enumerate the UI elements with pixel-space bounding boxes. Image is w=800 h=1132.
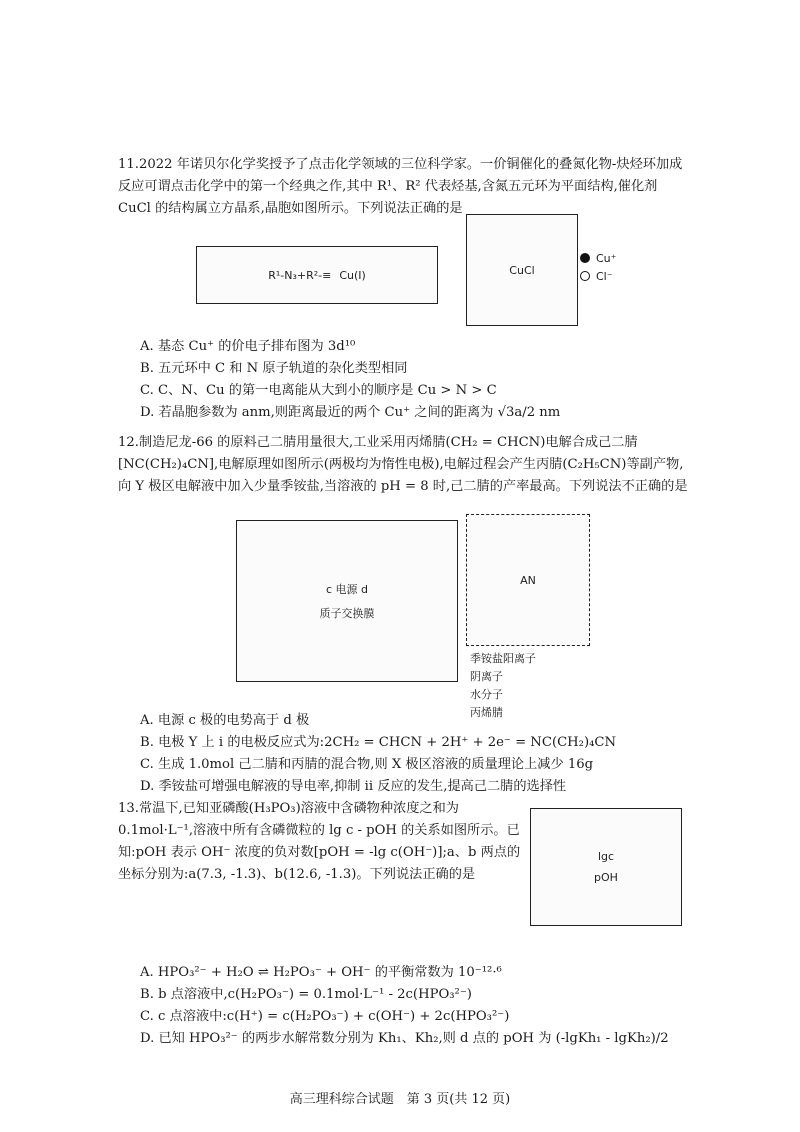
cucl-unit-cell: CuCl: [466, 214, 578, 326]
chart-ylabel: lgc: [597, 850, 615, 863]
q12-option-b: B. 电极 Y 上 i 的电极反应式为:2CH₂ = CHCN + 2H⁺ + 2e⁻ = NC(CH₂)₄CN: [140, 735, 617, 750]
question-13-stem: 13.常温下,已知亚磷酸(H₃PO₃)溶液中含磷物种浓度之和为 0.1mol·L⁻¹,溶液中所有含磷微粒的 lg c - pOH 的关系如图所示。已知:pOH 表示 OH⁻ 浓度的负对数[pOH = -lg c(OH⁻)];a、b 两点的坐标分别为:a(7.3, -1.3)、b(12.6, -1.3)。下列说法正确的是: [118, 801, 521, 882]
q11-option-d: D. 若晶胞参数为 anm,则距离最近的两个 Cu⁺ 之间的距离为 √3a/2 nm: [140, 405, 561, 420]
electrolysis-cell: [236, 520, 458, 682]
electrode-zoom: [466, 514, 590, 646]
legend-anion: 阴离子: [470, 670, 503, 683]
q12-option-d: D. 季铵盐可增强电解液的导电率,抑制 ii 反应的发生,提高己二腈的选择性: [140, 779, 567, 794]
question-11: [118, 154, 690, 220]
question-12-stem: 12.制造尼龙-66 的原料己二腈用量很大,工业采用丙烯腈(CH₂ = CHCN)电解合成己二腈[NC(CH₂)₄CN],电解原理如图所示(两极均为惰性电极),电解过程会产生丙腈(C₂H₅CN)等副产物,向 Y 极区电解液中加入少量季铵盐,当溶液的 pH = 8 时,己二腈的产率最高。下列说法不正确的是: [118, 435, 688, 494]
legend-cation: 季铵盐阳离子: [470, 652, 536, 665]
q12-option-a: A. 电源 c 极的电势高于 d 极: [140, 713, 310, 728]
q11-option-c: C. C、N、Cu 的第一电离能从大到小的顺序是 Cu > N > C: [140, 383, 497, 398]
q12-option-c: C. 生成 1.0mol 己二腈和丙腈的混合物,则 X 极区溶液的质量理论上减少 16g: [140, 757, 594, 772]
page-footer: 高三理科综合试题 第 3 页(共 12 页): [289, 1092, 511, 1107]
lgc-poh-chart: [530, 808, 682, 926]
q11-option-b: B. 五元环中 C 和 N 原子轨道的杂化类型相同: [140, 361, 408, 376]
q13-option-d: D. 已知 HPO₃²⁻ 的两步水解常数分别为 Kh₁、Kh₂,则 d 点的 pOH 为 (-lgKh₁ - lgKh₂)/2: [140, 1031, 669, 1046]
legend-cl: Cl⁻: [580, 268, 616, 286]
reaction-scheme: [196, 246, 438, 304]
chart-xlabel: pOH: [594, 871, 618, 884]
q11-option-a: A. 基态 Cu⁺ 的价电子排布图为 3d¹⁰: [140, 339, 356, 354]
question-12: [118, 432, 690, 498]
reaction-left: R¹-N₃+R²-≡: [268, 268, 332, 282]
unit-cell-legend: [580, 250, 616, 286]
an-label: AN: [520, 573, 536, 587]
legend-cu: Cu⁺: [580, 250, 616, 268]
power-label: c 电源 d: [325, 583, 369, 596]
q13-option-a: A. HPO₃²⁻ + H₂O ⇌ H₂PO₃⁻ + OH⁻ 的平衡常数为 10⁻¹²·⁶: [140, 965, 502, 980]
question-11-options: [118, 336, 690, 424]
legend-acrylonitrile: 丙烯腈: [470, 706, 503, 719]
q13-option-c: C. c 点溶液中:c(H⁺) = c(H₂PO₃⁻) + c(OH⁻) + 2c(HPO₃²⁻): [140, 1009, 510, 1024]
reaction-catalyst: Cu(I): [339, 268, 366, 282]
question-11-stem: 11.2022 年诺贝尔化学奖授予了点击化学领域的三位科学家。一价铜催化的叠氮化物-炔烃环加成反应可谓点击化学中的第一个经典之作,其中 R¹、R² 代表烃基,含氮五元环为平面结构,催化剂 CuCl 的结构属立方晶系,晶胞如图所示。下列说法正确的是: [118, 157, 683, 216]
question-13: [118, 798, 522, 886]
question-12-options: [118, 710, 690, 798]
legend-water: 水分子: [470, 688, 503, 701]
question-13-options: [118, 962, 690, 1050]
membrane-label: 质子交换膜: [319, 607, 375, 620]
q13-option-b: B. b 点溶液中,c(H₂PO₃⁻) = 0.1mol·L⁻¹ - 2c(HPO₃²⁻): [140, 987, 472, 1002]
